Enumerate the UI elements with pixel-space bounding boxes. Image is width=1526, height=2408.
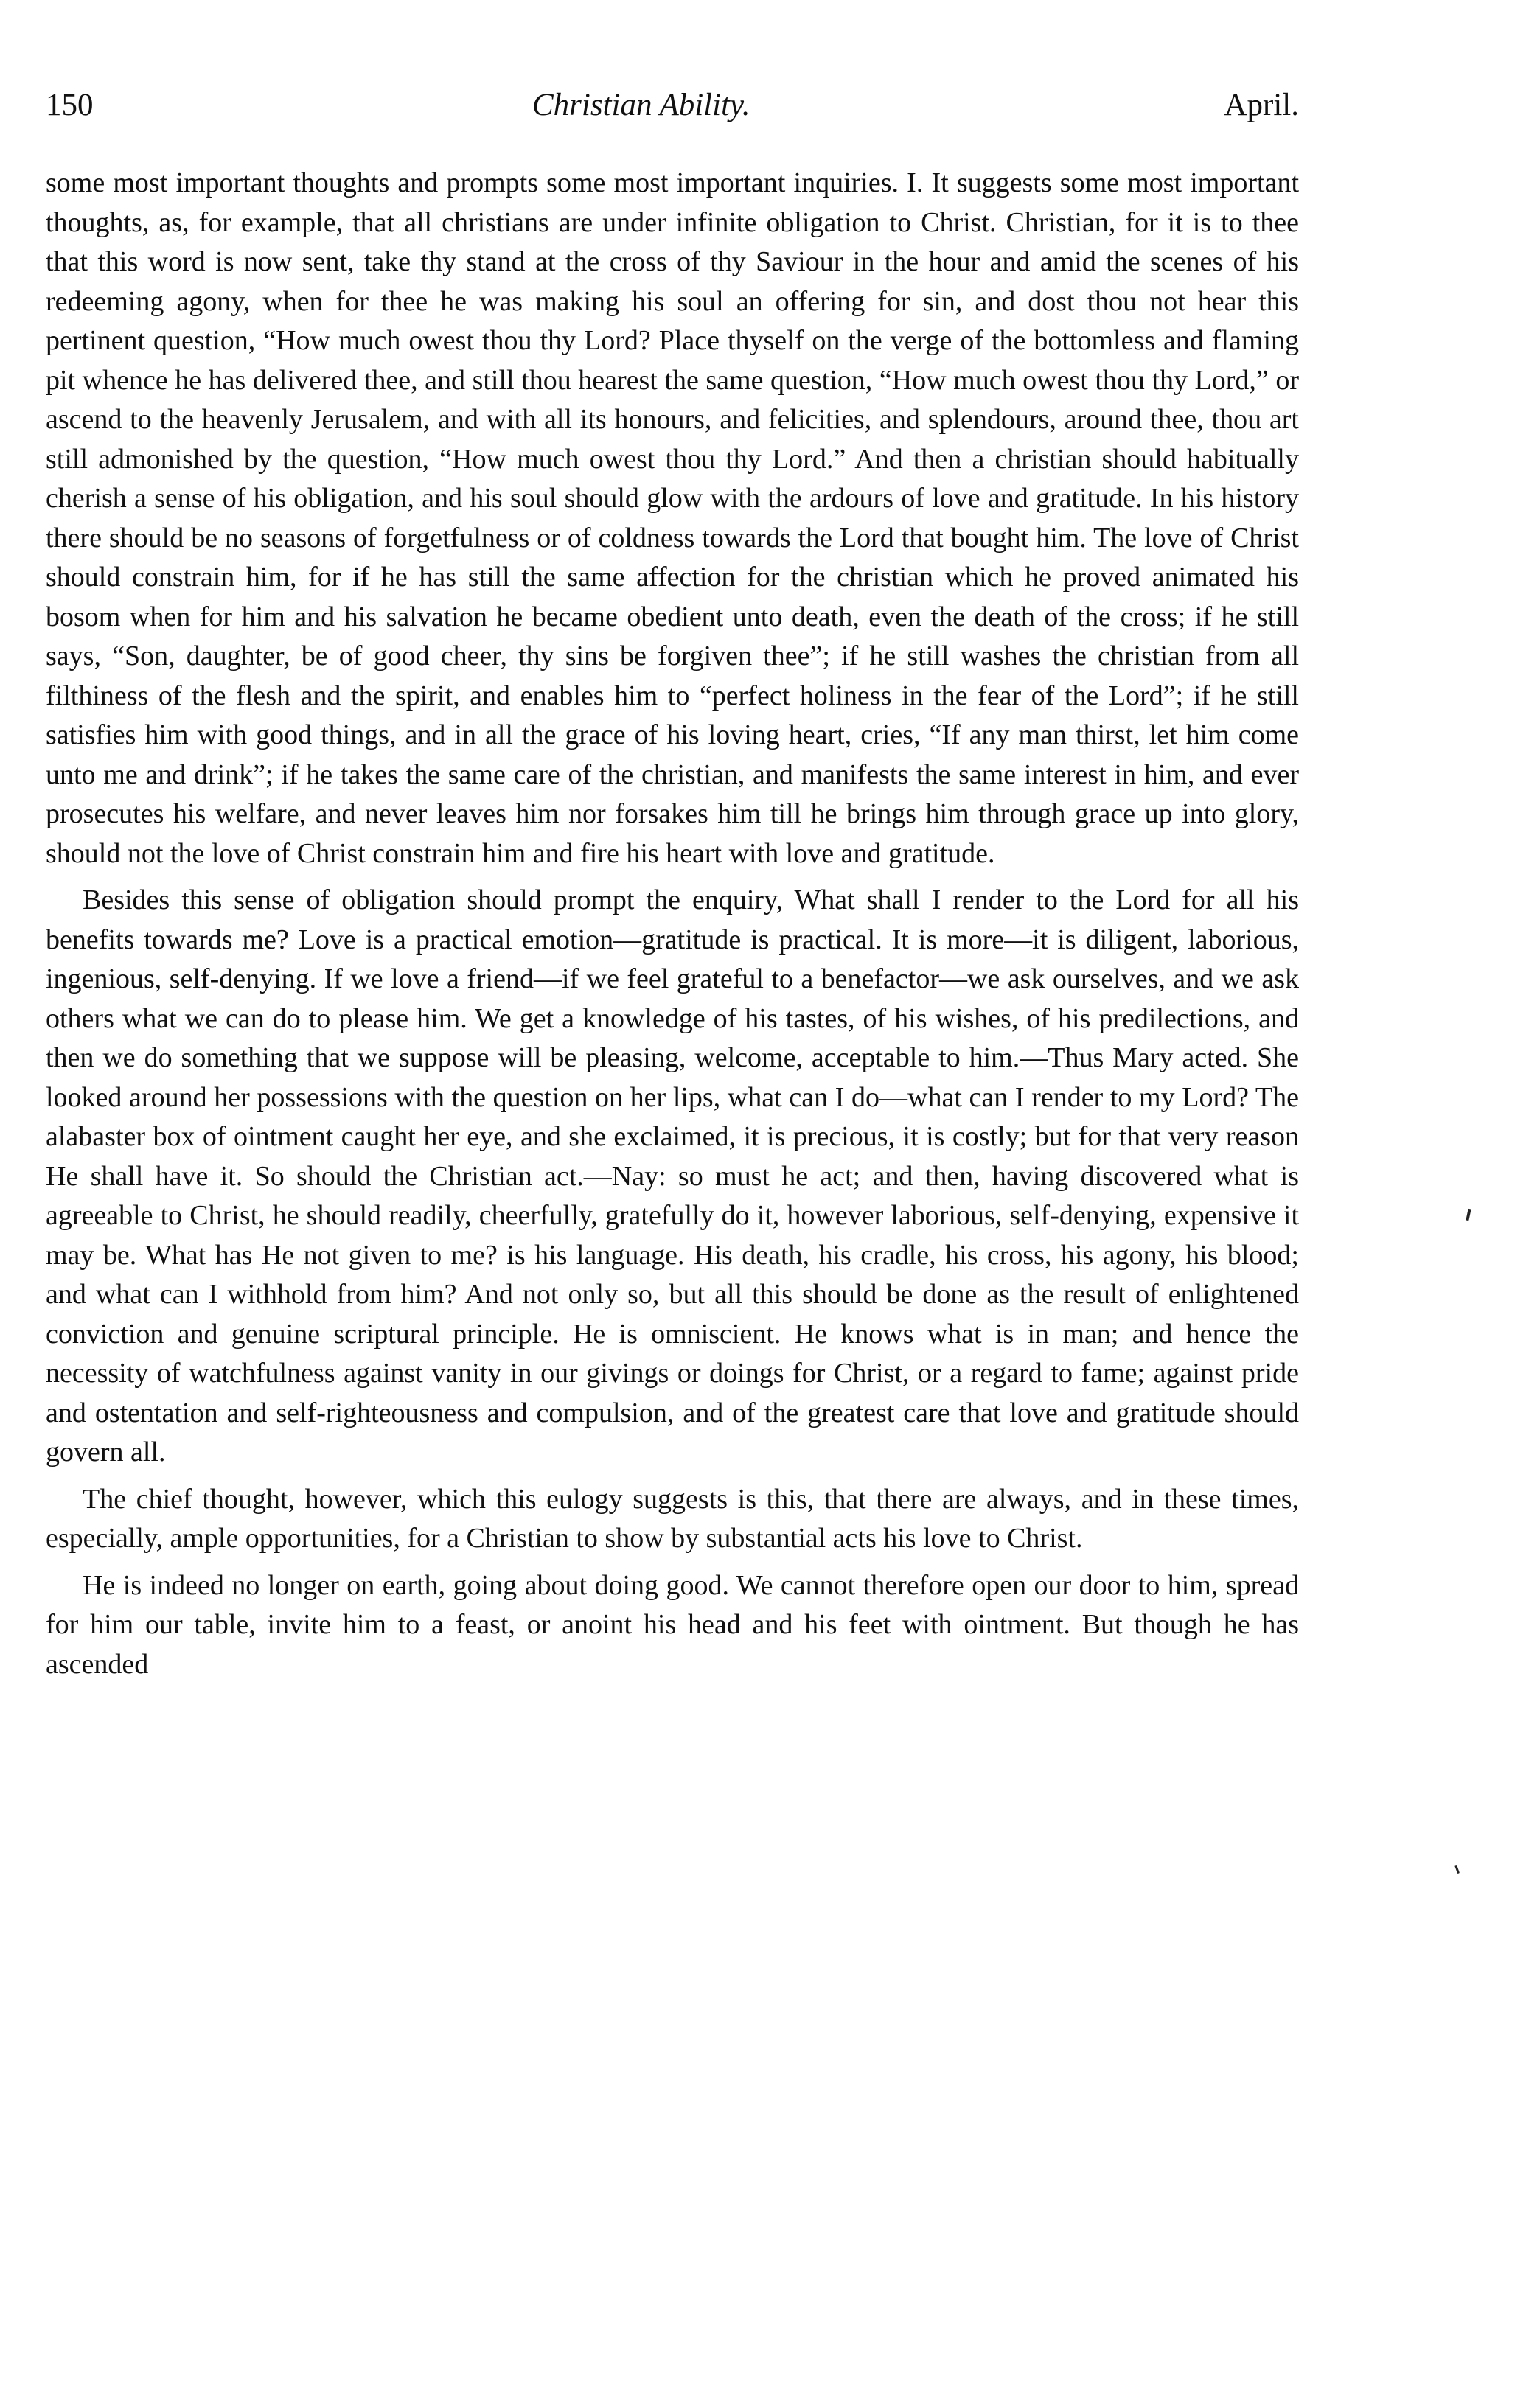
running-header xyxy=(46,87,1299,139)
ink-speck xyxy=(1466,1209,1471,1221)
paragraph-4: He is indeed no longer on earth, going about doing good. We cannot therefore open our door to him, spread for him our table, invite him to a feast, or anoint his head and his feet with ointment. But though he has ascended xyxy=(46,1569,1299,1680)
paragraph-1: some most important thoughts and prompts some most important inquiries. I. It suggests some most important thoughts, as, for example, that all christians are under infinite obligation to Christ. Christian, for it is to thee that this word is now sent, take thy stand at the cross of thy Saviour in the hour and amid the scenes of his redeeming agony, when for thee he was making his soul an offering for sin, and dost thou not hear this pertinent question, “How much owest thou thy Lord? Place thyself on the verge of the bottomless and flaming pit whence he has delivered thee, and still thou hearest the same question, “How much owest thou thy Lord,” or ascend to the heavenly Jerusalem, and with all its honours, and felicities, and splendours, around thee, thou art still admonished by the question, “How much owest thou thy Lord.” And then a christian should habitually cherish a sense of his obligation, and his soul should glow with the ardours of love and gratitude. In his history there should be no seasons of forgetfulness or of coldness towards the Lord that bought him. The love of Christ should constrain him, for if he has still the same affection for the christian which he proved animated his bosom when for him and his salvation he became obedient unto death, even the death of the cross; if he still says, “Son, daughter, be of good cheer, thy sins be forgiven thee”; if he still washes the christian from all filthiness of the flesh and the spirit, and enables him to “perfect holiness in the fear of the Lord”; if he still satisfies him with good things, and in all the grace of his loving heart, cries, “If any man thirst, let him come unto me and drink”; if he takes the same care of the christian, and manifests the same interest in him, and ever prosecutes his welfare, and never leaves him nor forsakes him till he brings him through grace up into glory, should not the love of Christ constrain him and fire his heart with love and gratitude. xyxy=(46,167,1299,869)
paragraph-2: Besides this sense of obligation should prompt the enquiry, What shall I render to the Lord for all his benefits towards me? Love is a practical emotion—gratitude is practical. It is more—it is diligent, laborious, ingenious, self-denying. If we love a friend—if we feel grateful to a benefactor—we ask ourselves, and we ask others what we can do to please him. We get a knowledge of his tastes, of his wishes, of his predilections, and then we do something that we suppose will be pleasing, welcome, acceptable to him.—Thus Mary acted. She looked around her possessions with the question on her lips, what can I do—what can I render to my Lord? The alabaster box of ointment caught her eye, and she exclaimed, it is precious, it is costly; but for that very reason He shall have it. So should the Christian act.—Nay: so must he act; and then, having discovered what is agreeable to Christ, he should readily, cheerfully, gratefully do it, however laborious, self-denying, expensive it may be. What has He not given to me? is his language. His death, his cradle, his cross, his agony, his blood; and what can I withhold from him? And not only so, but all this should be done as the result of enlightened conviction and genuine scriptural principle. He is omniscient. He knows what is in man; and hence the necessity of watchfulness against vanity in our givings or doings for Christ, or a regard to fame; against pride and ostentation and self-righteousness and compulsion, and of the greatest care that love and gratitude should govern all. xyxy=(46,884,1299,1468)
body-text xyxy=(46,164,1299,1684)
ink-speck xyxy=(1454,1865,1460,1874)
paragraph-3: The chief thought, however, which this eulogy suggests is this, that there are always, and in these times, especially, ample opportunities, for a Christian to show by substantial acts his love to Christ. xyxy=(46,1483,1299,1554)
running-month: April. xyxy=(1224,88,1299,122)
running-title: Christian Ability. xyxy=(532,88,750,122)
page-number: 150 xyxy=(46,88,94,122)
